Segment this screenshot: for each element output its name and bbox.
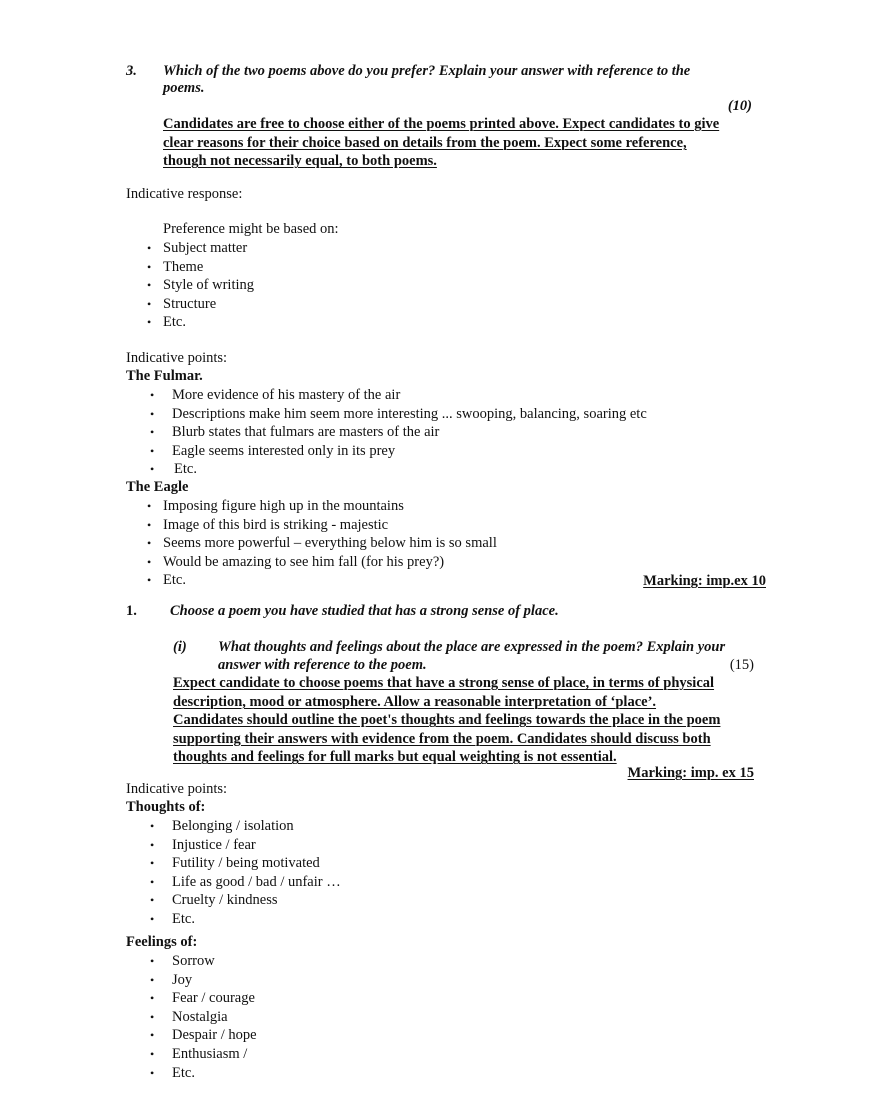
list-item: • Fear / courage [150, 990, 255, 1007]
list-item: • Enthusiasm / [150, 1045, 248, 1062]
fulmar-list [150, 386, 647, 479]
q1-guidance-line5: thoughts and feelings for full marks but equal weighting is not essential. [173, 749, 617, 766]
q3-question-line1: Which of the two poems above do you prefer? Explain your answer with reference to the [163, 63, 691, 79]
list-item: • Style of writing [147, 277, 255, 294]
list-item: • Etc. [147, 314, 186, 331]
list-item: • Life as good / bad / unfair … [150, 873, 341, 890]
q3-guidance-line3: though not necessarily equal, to both poems. [163, 153, 437, 170]
q3-guidance-line1: Candidates are free to choose either of the poems printed above. Expect candidates to give [163, 116, 720, 132]
eagle-heading: The Eagle [126, 479, 189, 495]
list-item: • Etc. [147, 572, 186, 589]
list-item: • More evidence of his mastery of the air [150, 387, 401, 403]
list-item: • Nostalgia [150, 1008, 228, 1025]
q1-sub-line2: answer with reference to the poem. [218, 657, 427, 673]
list-item: • Etc. [150, 461, 197, 478]
list-item: • Imposing figure high up in the mountains [147, 498, 404, 514]
q1-guidance-line2: description, mood or atmosphere. Allow a reasonable interpretation of ‘place’. [173, 693, 657, 710]
list-item: • Seems more powerful – everything below him is so small [147, 535, 497, 552]
list-item: • Theme [147, 258, 204, 275]
thoughts-list [150, 817, 341, 929]
q1-guidance-line1: Expect candidate to choose poems that have a strong sense of place, in terms of physical [173, 675, 715, 691]
q3-guidance [163, 115, 719, 171]
q3-guidance-line2: clear reasons for their choice based on details from the poem. Expect some reference, [163, 134, 687, 151]
list-item: • Belonging / isolation [150, 818, 294, 834]
list-item: • Cruelty / kindness [150, 892, 278, 909]
q3-marks: (10) [727, 98, 752, 114]
list-item: • Structure [147, 295, 217, 312]
feelings-list [150, 952, 257, 1082]
list-item: • Subject matter [147, 240, 248, 256]
list-item: • Sorrow [150, 953, 215, 969]
list-item: • Etc. [150, 1064, 195, 1081]
q3-marking: Marking: imp.ex 10 [643, 573, 766, 589]
fulmar-heading: The Fulmar. [126, 368, 203, 384]
q1-sub-label: (i) [173, 639, 187, 655]
q1-number: 1. [126, 603, 137, 619]
feelings-heading: Feelings of: [126, 934, 198, 950]
q3-indicative-response-label: Indicative response: [126, 186, 243, 202]
list-item: • Descriptions make him seem more interesting ... swooping, balancing, soaring etc [150, 405, 647, 422]
q3-preference-intro: Preference might be based on: [163, 221, 339, 237]
thoughts-heading: Thoughts of: [126, 799, 206, 815]
q1-guidance [173, 674, 720, 767]
list-item: • Futility / being motivated [150, 855, 320, 872]
q1-sub-line1: What thoughts and feelings about the place are expressed in the poem? Explain your [218, 639, 726, 655]
q3-question-line2: poems. [163, 80, 205, 96]
q1-marking: Marking: imp. ex 15 [627, 765, 754, 781]
list-item: • Etc. [150, 910, 195, 927]
list-item: • Injustice / fear [150, 836, 256, 853]
list-item: • Eagle seems interested only in its prey [150, 442, 396, 459]
q3-indicative-points-label: Indicative points: [126, 350, 228, 366]
q1-question: Choose a poem you have studied that has a strong sense of place. [170, 603, 559, 619]
list-item: • Blurb states that fulmars are masters of the air [150, 424, 440, 441]
list-item: • Would be amazing to see him fall (for his prey?) [147, 553, 445, 570]
q1-indicative-points-label: Indicative points: [126, 781, 228, 797]
q3-number: 3. [126, 63, 137, 79]
q3-preference-list [147, 239, 255, 332]
q1-marks: (15) [729, 657, 754, 673]
list-item: • Joy [150, 971, 193, 988]
list-item: • Despair / hope [150, 1027, 257, 1044]
eagle-list [147, 497, 497, 590]
q1-guidance-line3: Candidates should outline the poet's thoughts and feelings towards the place in the poem [173, 712, 721, 729]
q1-guidance-line4: supporting their answers with evidence from the poem. Candidates should discuss both [173, 730, 711, 747]
list-item: • Image of this bird is striking - majestic [147, 516, 389, 533]
